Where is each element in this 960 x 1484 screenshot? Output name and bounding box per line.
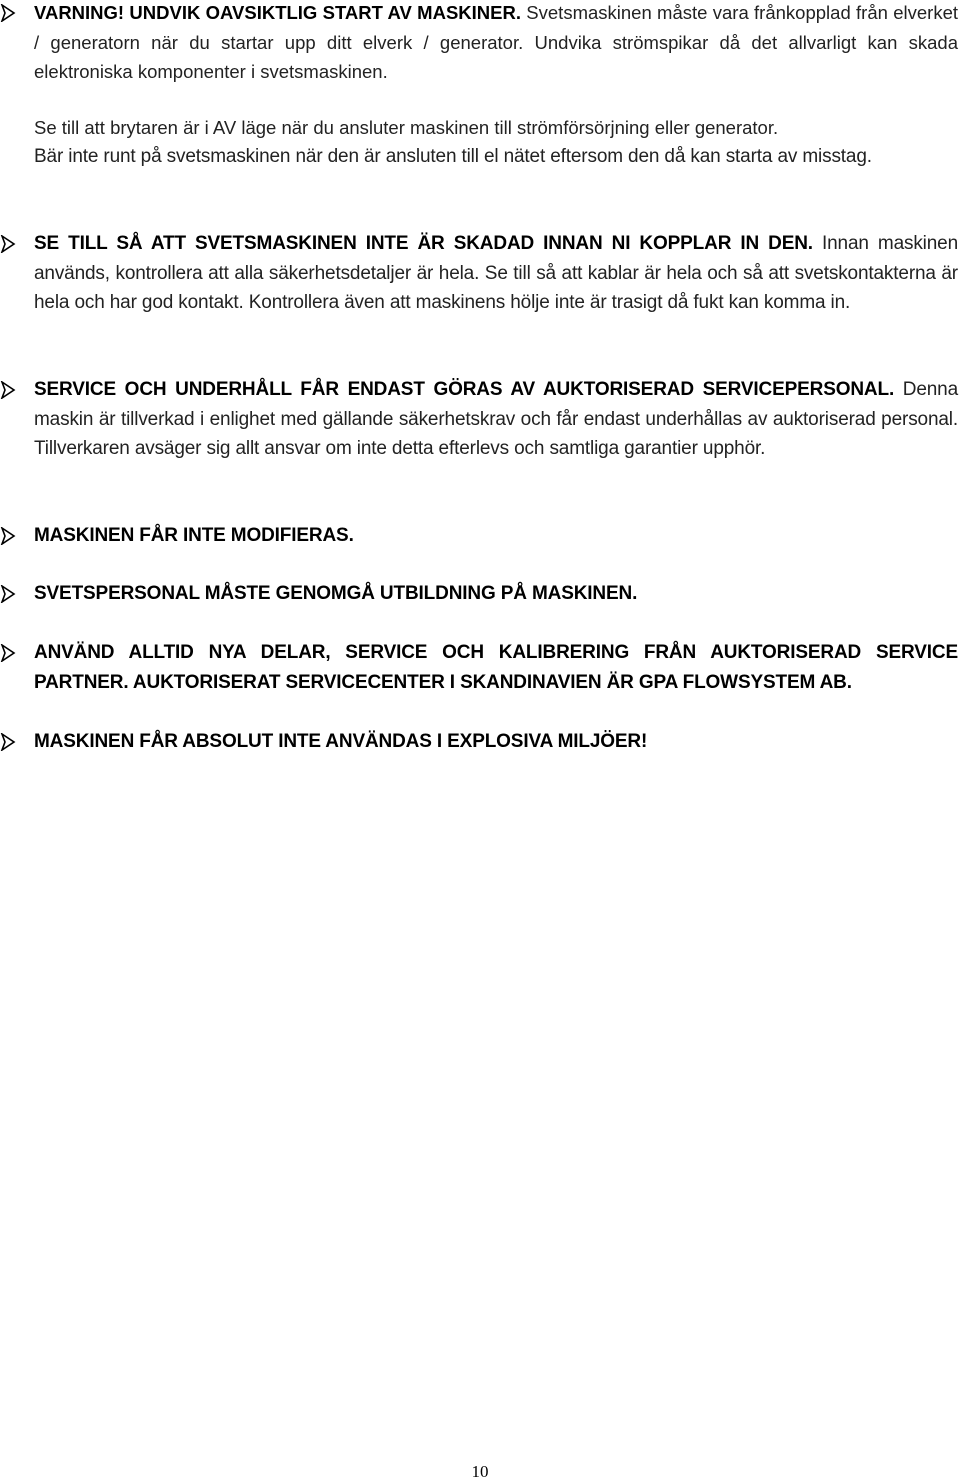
list-item-bold: MASKINEN FÅR ABSOLUT INTE ANVÄNDAS I EXPLOSIVA MILJÖER!	[34, 731, 648, 752]
list-item-text	[34, 375, 958, 464]
arrowhead-bullet-icon	[0, 527, 16, 547]
list-item-bold: SE TILL SÅ ATT SVETSMASKINEN INTE ÄR SKADAD INNAN NI KOPPLAR IN DEN.	[34, 233, 813, 254]
list-item-text	[34, 0, 958, 87]
list-item-body: Denna maskin är tillverkad i enlighet med gällande säkerhetskrav och får endast underhållas av auktoriserad personal. Tillverkaren avsäger sig allt ansvar om inte detta efterlevs och samtliga garantier upphör.	[34, 379, 958, 459]
list-item-text	[34, 727, 958, 757]
paragraph: Se till att brytaren är i AV läge när du ansluter maskinen till strömförsörjning eller generator.	[34, 117, 779, 138]
list-item-body: Innan maskinen används, kontrollera att alla säkerhetsdetaljer är hela. Se till så att kablar är hela och så att svetskontakterna är hela och har god kontakt. Kontrollera även att maskinens hölje inte är trasigt då fukt kan komma in.	[34, 233, 959, 313]
list-item-body: Svetsmaskinen måste vara frånkopplad från elverket / generatorn när du startar upp ditt elverk / generator. Undvika strömspikar då det allvarligt kan skada elektroniska komponenter i svetsmaskinen.	[34, 2, 959, 82]
arrowhead-bullet-icon	[0, 733, 16, 753]
list-item-bold: ANVÄND ALLTID NYA DELAR, SERVICE OCH KALIBRERING FRÅN AUKTORISERAD SERVICE PARTNER. AUKTORISERAT SERVICECENTER I SKANDINAVIEN ÄR GPA FLOWSYSTEM AB.	[34, 642, 958, 693]
arrowhead-bullet-icon	[0, 644, 16, 664]
list-item-text	[34, 229, 958, 318]
paragraph: Bär inte runt på svetsmaskinen när den är ansluten till el nätet eftersom den då kan starta av misstag.	[34, 146, 872, 167]
page-number: 10	[471, 1462, 489, 1481]
arrowhead-bullet-icon	[0, 4, 16, 24]
list-item-bold: VARNING! UNDVIK OAVSIKTLIG START AV MASKINER.	[34, 2, 521, 23]
arrowhead-bullet-icon	[0, 235, 16, 255]
list-item-text	[34, 521, 958, 551]
list-item-bold: SVETSPERSONAL MÅSTE GENOMGÅ UTBILDNING PÅ MASKINEN.	[34, 583, 638, 604]
arrowhead-bullet-icon	[0, 585, 16, 605]
list-item-bold: SERVICE OCH UNDERHÅLL FÅR ENDAST GÖRAS AV AUKTORISERAD SERVICEPERSONAL.	[34, 379, 895, 400]
list-item-bold: MASKINEN FÅR INTE MODIFIERAS.	[34, 525, 354, 546]
arrowhead-bullet-icon	[0, 381, 16, 401]
list-item-text	[34, 638, 958, 697]
list-item-text	[34, 579, 958, 609]
